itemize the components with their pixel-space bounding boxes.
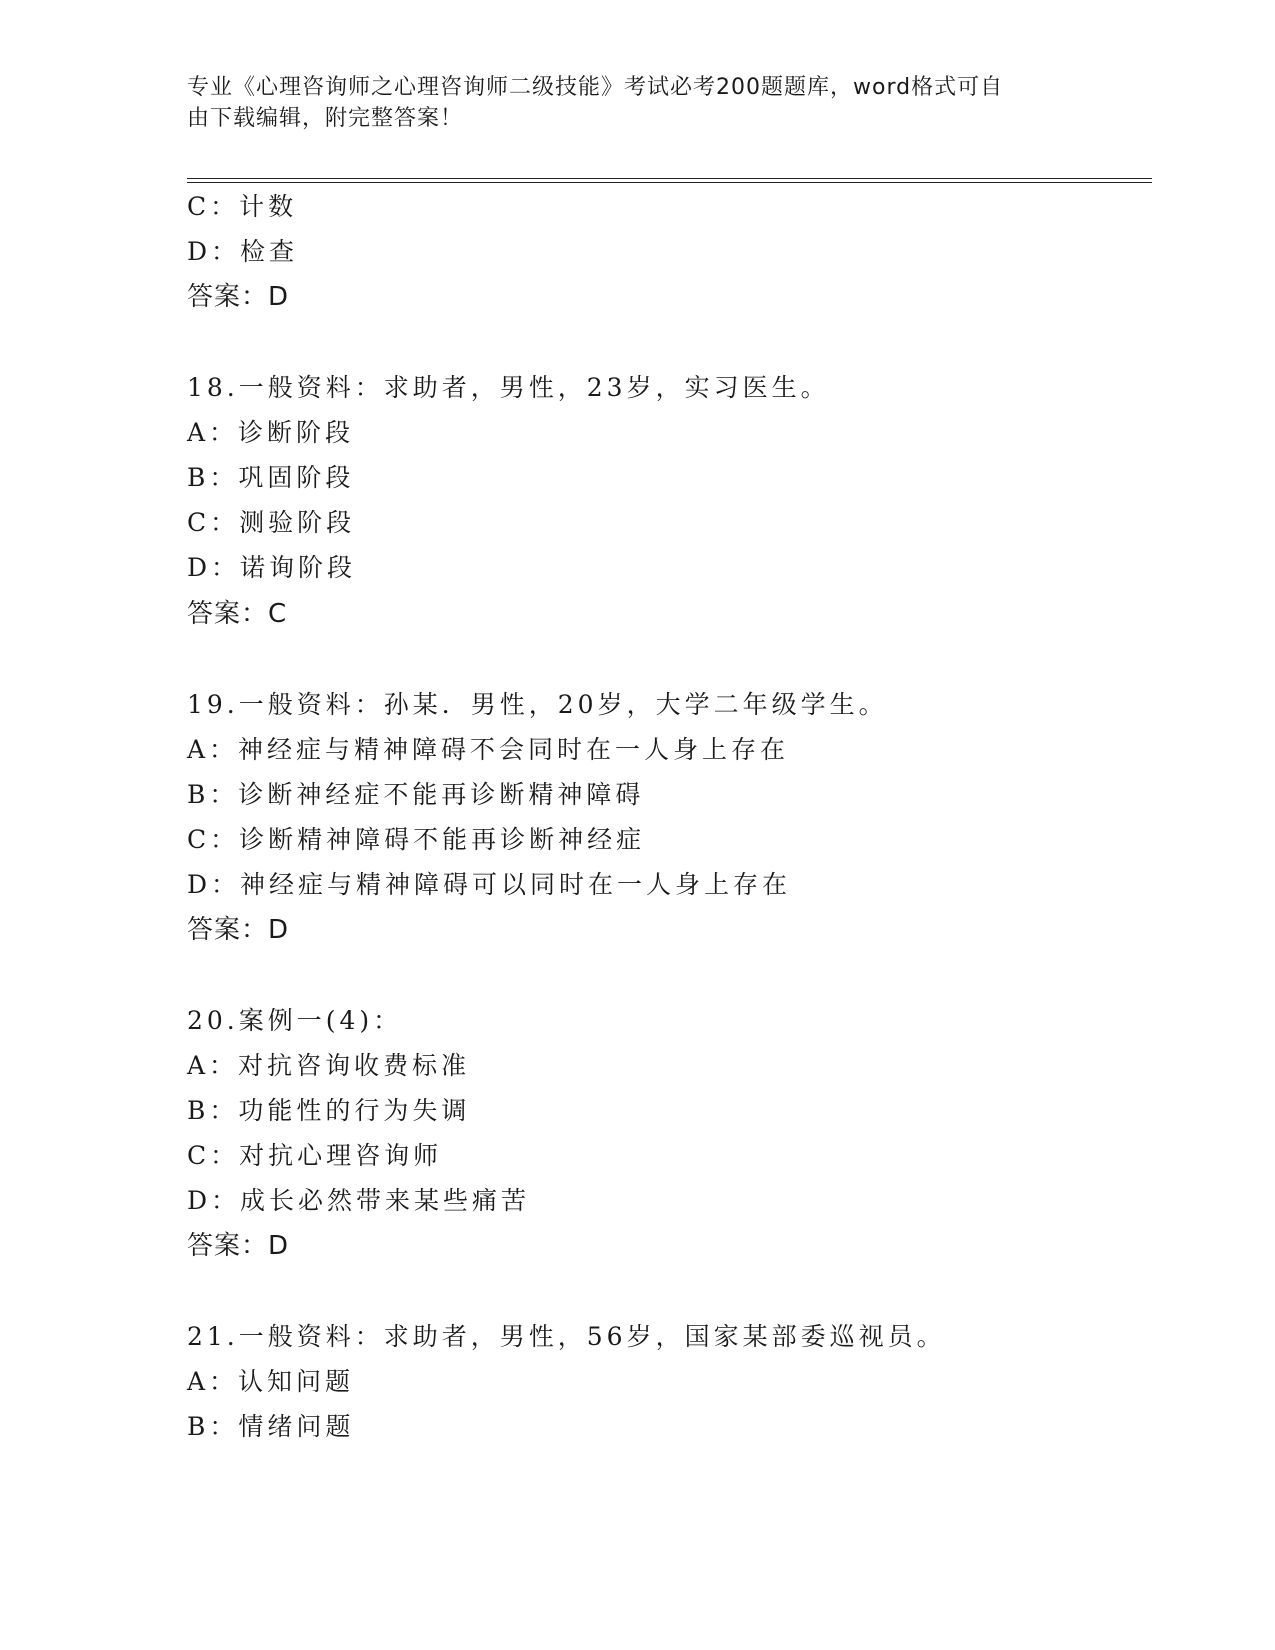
option-d: D：检查 — [187, 237, 299, 266]
header-divider-top — [187, 178, 1152, 179]
option-c: C：诊断精神障碍不能再诊断神经症 — [187, 825, 646, 854]
option-b: B：情绪问题 — [187, 1412, 355, 1441]
option-a: A：神经症与精神障碍不会同时在一人身上存在 — [187, 735, 790, 764]
question-stem: 18.一般资料：求助者，男性，23岁，实习医生。 — [187, 373, 830, 402]
document-header — [187, 72, 1087, 134]
option-d: D：神经症与精神障碍可以同时在一人身上存在 — [187, 870, 792, 899]
header-line-1: 专业《心理咨询师之心理咨询师二级技能》考试必考200题题库，word格式可自 — [187, 75, 1004, 100]
option-a: A：诊断阶段 — [187, 418, 355, 447]
question-stem: 21.一般资料：求助者，男性，56岁，国家某部委巡视员。 — [187, 1322, 946, 1351]
question-stem: 20.案例一(4)： — [187, 1006, 403, 1035]
option-c: C：计数 — [187, 192, 298, 221]
option-c: C：测验阶段 — [187, 508, 356, 537]
question-stem: 19.一般资料：孙某．男性，20岁，大学二年级学生。 — [187, 690, 888, 719]
option-c: C：对抗心理咨询师 — [187, 1141, 443, 1170]
answer-line: 答案：D — [187, 915, 290, 945]
option-a: A：认知问题 — [187, 1367, 355, 1396]
header-divider-bottom — [187, 182, 1152, 183]
answer-line: 答案：D — [187, 1231, 290, 1261]
option-d: D：诺询阶段 — [187, 553, 357, 582]
answer-line: 答案：D — [187, 282, 290, 312]
header-line-2: 由下载编辑，附完整答案！ — [187, 106, 464, 131]
option-d: D：成长必然带来某些痛苦 — [187, 1186, 531, 1215]
option-b: B：功能性的行为失调 — [187, 1096, 471, 1125]
option-a: A：对抗咨询收费标准 — [187, 1051, 471, 1080]
answer-line: 答案：C — [187, 599, 288, 629]
option-b: B：巩固阶段 — [187, 463, 355, 492]
option-b: B：诊断神经症不能再诊断精神障碍 — [187, 780, 645, 809]
